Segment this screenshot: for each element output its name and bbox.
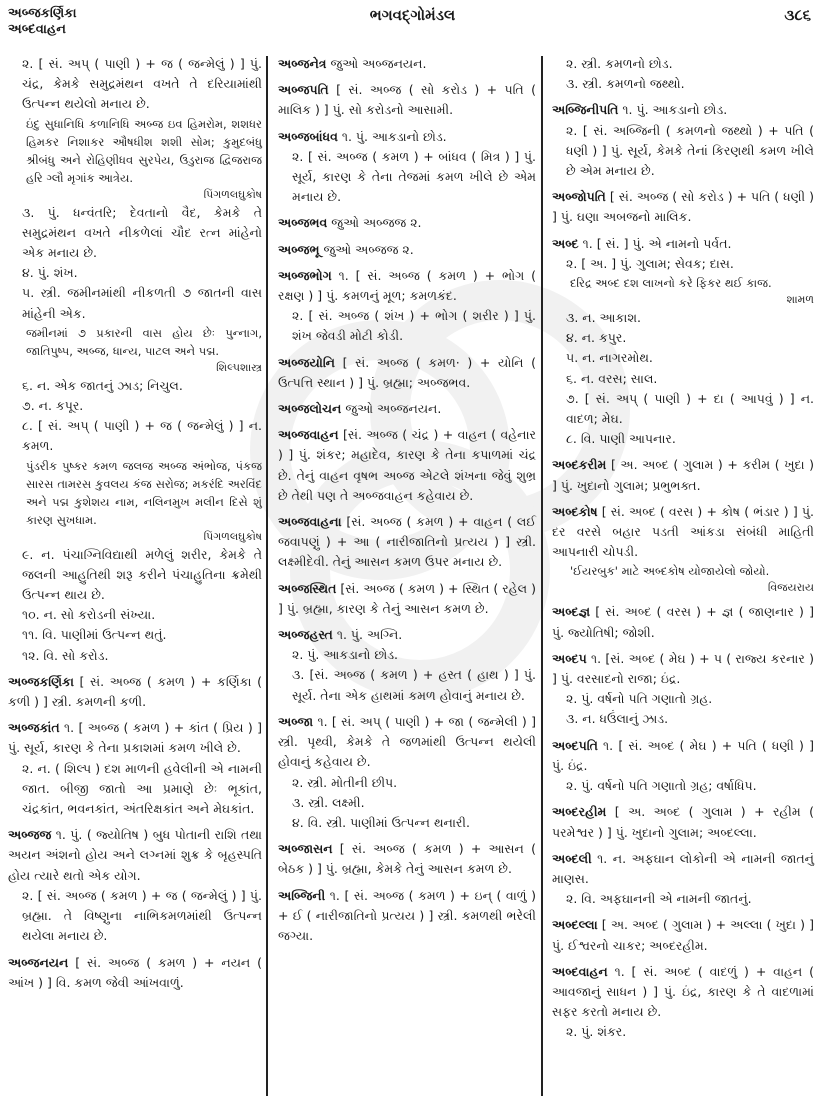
entry-sense: ૨. વિ. અફઘાનની એ નામની જાતનું.: [566, 891, 752, 907]
entry-headword: અબ્દકરીમ: [552, 457, 607, 473]
dictionary-entry: [278, 353, 536, 393]
entry-definition: [ સં. અબ્દ ( વરસ ) + જ્ઞ ( જાણનાર ) ] પું. જ્યોતિષી; જોશી.: [552, 604, 814, 640]
entry-sense: ૨. પું. આકડાનો છોડ.: [292, 647, 399, 663]
entry-sense: ૩. સ્ત્રી. કમળનો જથ્થો.: [566, 76, 685, 92]
entry-sense: ૫. સ્ત્રી. જમીનમાંથી નીકળતી ૭ જાતની વાસ માંહેની એક.: [22, 285, 262, 321]
entry-sense: ૨. [ અ. ] પું. ગુલામ; સેવક; દાસ.: [566, 255, 734, 271]
entry-sense: ૨. સ્ત્રી. કમળનો છોડ.: [566, 56, 673, 71]
entry-definition: [સં. અબ્જ ( કમળ ) + સ્થિત ( રહેલ ) ] પું. બ્રહ્મા, કારણ કે તેનું આસન કમળ છે.: [278, 580, 536, 616]
entry-sense: ૨. સ્ત્રી. મોતીની છીપ.: [292, 774, 398, 790]
entry-definition: [ સં. અબ્જ ( સો કરોડ ) + પતિ ( ધણી ) ] પું. ઘણા અબજનો માલિક.: [552, 189, 814, 225]
entry-headword: અબ્જિની: [278, 887, 326, 903]
entry-definition: ૧. ન. અફઘાન લોકોની એ નામની જાતનું માણસ.: [552, 850, 814, 886]
dictionary-entry: [8, 718, 262, 819]
entry-headword: અબ્જિનીપતિ: [552, 102, 619, 118]
column-divider: [541, 56, 543, 1096]
entry-headword: અબ્જયોનિ: [278, 354, 335, 370]
dictionary-entry: [552, 502, 814, 597]
entry-headword: અબ્જલોચન: [278, 401, 342, 417]
entry-headword: અબ્દકોષ: [552, 503, 598, 519]
entry-sense: ૨. પું. શંકર.: [566, 1024, 627, 1040]
entry-sense: ૬. ન. વરસ; સાલ.: [566, 370, 658, 386]
page-header: [0, 0, 825, 50]
entry-headword: અબ્જભૂ: [278, 241, 320, 257]
entry-definition: [ સં. અબ્દ ( વરસ ) + કોષ ( ભંડાર ) ] પું. દર વરસે બહાર પડતી આંકડા સંબંધી માહિતી આપનારી ચોપડી.: [552, 503, 814, 560]
entry-definition: જુઓ અબ્જજ ૨.: [323, 241, 414, 257]
entry-headword: અબ્દરહીમ: [552, 804, 607, 820]
entry-definition: [ અ. અબ્દ ( ગુલામ ) + કરીમ ( ખુદા ) ] પું. ખુદાનો ગુલામ; પ્રભુભક્ત.: [552, 457, 814, 493]
dictionary-entry: [552, 234, 814, 450]
dictionary-entry: [8, 54, 262, 666]
entry-definition: ૧. પું. અગ્નિ.: [336, 627, 403, 643]
page-number: ૩૮૬: [784, 6, 811, 24]
entry-headword: અબ્જવાહના: [278, 514, 342, 530]
dictionary-entry: [552, 962, 814, 1043]
entry-headword: અબ્જકાંત: [8, 720, 60, 736]
entry-sense: ૪. ન. કપુર.: [566, 330, 627, 346]
entry-sense: ૨. [ સં. અબ્જ ( કમળ ) + બાંધવ ( મિત્ર ) ] પું. સૂર્ય, કારણ કે તેના તેજમાં કમળ ખીલે છે એમ મનાય છે.: [292, 148, 536, 205]
entry-headword: અબ્જસ્થિત: [278, 580, 337, 596]
entry-definition: ૧. પું. ( જ્યોતિષ ) બુધ પોતાની રાશિ તથા અયન અંશનો હોય અને લગ્નમાં શુક્ર કે બૃહસ્પતિ હોય ત્યારે થતો એક યોગ.: [8, 827, 262, 883]
entry-sense: ૭. ન. કપૂર.: [22, 398, 84, 414]
entry-definition: [ સં. અબ્જ ( કમળ ) + કર્ણિકા ( કળી ) ] સ્ત્રી. કમળની કળી.: [8, 673, 262, 710]
entry-sense: ૧૦. ન. સો કરોડની સંખ્યા.: [22, 607, 156, 623]
running-title: ભગવદ્ગોમંડલ: [369, 6, 456, 24]
entry-definition: [સં. અબ્જ ( ચંદ્ર ) + વાહન ( વહેનાર ) ] પું. શંકર; મહાદેવ, કારણ કે તેના કપાળમાં ચંદ્ર છે. તેનું વાહન વૃષભ અબ્જ એટલે શંખના જેવું શુભ્ર છે તેથી પણ તે અબ્જવાહન કહેવાય છે.: [278, 427, 536, 503]
entry-sense: ૩. [સં. અબ્જ ( કમળ ) + હસ્ત ( હાથ ) ] પું. સૂર્ય. તેના એક હાથમાં કમળ હોવાનું મનાય છે.: [292, 667, 536, 703]
dictionary-entry: [278, 625, 536, 706]
entry-quotation: પુંડરીક પુષ્કર કમળ જલજ અબ્જ અંભોજ, પંકજ સારસ તામરસ કુવલય કંજ સરોજ; મકરંદિ અરવિંદ અને પદ્મ કુશેશય નામ, નલિનમુખ મલીન દિસે શું કારણ સુખધામ.: [26, 458, 262, 527]
entry-definition: જુઓ અબ્જનયન.: [345, 401, 442, 417]
entry-sense: ૨. [ સં. અબ્જ ( કમળ ) + જ ( જન્મેલું ) ] પું. બ્રહ્મા. તે વિષ્ણુના નાભિકમળમાંથી ઉત્પન્ન થયેલા મનાય છે.: [22, 887, 262, 944]
entry-quotation: 'ઈયરબુક' માટે અબ્દકોષ યોજાયેલો જોયો.: [570, 564, 770, 579]
entry-definition: ૧. [ સં. અબ્જ ( કમળ ) + ભોગ ( રક્ષણ ) ] પું. કમળનું મૂળ; કમળકંદ.: [278, 267, 536, 304]
column-1: [8, 54, 262, 999]
dictionary-entry: [278, 712, 536, 833]
entry-sense: ૧૧. વિ. પાણીમાં ઉત્પન્ન થતું.: [22, 627, 167, 643]
guide-word-first: અબ્જકર્ણિકા: [8, 6, 77, 21]
entry-sense: ૪. વિ. સ્ત્રી. પાણીમાં ઉત્પન્ન થનારી.: [292, 814, 470, 830]
entry-sense: ૬. ન. એક જાતનું ઝાડ; નિચુલ.: [22, 377, 183, 393]
entry-sense: ૨. પું. વર્ષનો પતિ ગણાતો ગ્રહ.: [566, 691, 713, 707]
entry-headword: અબ્દપ: [552, 650, 587, 666]
dictionary-entry: [278, 240, 536, 260]
entry-sense: ૩. ન. આકાશ.: [566, 310, 641, 326]
entry-definition: જુઓ અબ્જનયન.: [330, 56, 427, 71]
dictionary-entry: [552, 915, 814, 955]
entry-definition: ૧. [ અબ્જ ( કમળ ) + કાંત ( પ્રિય ) ] પું. સૂર્ય, કારણ કે તેના પ્રકાશમાં કમળ ખીલે છે.: [8, 720, 262, 756]
entry-sense: ૩. ન. ધઉંલાનું ઝાડ.: [566, 711, 669, 727]
entry-definition: ૧. પું. આકડાનો છોડ.: [622, 102, 728, 118]
entry-headword: અબ્દવાહન: [552, 963, 608, 979]
dictionary-entry: [552, 736, 814, 797]
entry-definition: ૧. પું. આકડાનો છોડ.: [341, 128, 447, 144]
entry-headword: અબ્જા: [278, 713, 314, 729]
entry-definition: [ અ. અબ્દ ( ગુલામ ) + અલ્લા ( ખુદા ) ] પું. ઈશ્વરનો ચાકર; અબ્દરહીમ.: [552, 917, 814, 953]
dictionary-entry: [552, 455, 814, 495]
guide-word-last: અબ્દવાહન: [8, 22, 66, 37]
dictionary-entry: [278, 886, 536, 947]
entry-sense: ૯. ન. પંચાગ્નિવિદ્યાથી મળેલું શરીર, કેમકે તે જલની આહુતિથી શરૂ કરીને પંચાહુતિના ક્રમેથી ઉત્પન્ન થાય છે.: [22, 546, 262, 603]
dictionary-entry: [278, 579, 536, 619]
entry-headword: અબ્જભોગ: [278, 267, 332, 283]
entry-sense: ૨. [ સં. અપ્ ( પાણી ) + જ ( જન્મેલું ) ] પું. ચંદ્ર, કેમકે સમુદ્રમંથન વખતે તે દરિયામાંથી ઉત્પન્ન થયેલો મનાય છે.: [22, 56, 262, 112]
dictionary-entry: [552, 100, 814, 181]
dictionary-entry: [552, 649, 814, 730]
column-2: [278, 54, 536, 952]
dictionary-entry: [278, 839, 536, 879]
entry-headword: અબ્જનયન: [8, 954, 69, 970]
quotation-source: વિજયરાય: [767, 581, 814, 595]
quotation-source: પિંગળલઘુકોષ: [203, 529, 262, 543]
entry-headword: અબ્દપતિ: [552, 737, 598, 753]
entry-sense: ૩. સ્ત્રી. લક્ષ્મી.: [292, 794, 365, 810]
entry-quotation: દરિદ્ર અબ્દ દશ લાખનો કરે ફિકર થઈ કાજ.: [570, 276, 772, 291]
entry-headword: અબ્જભવ: [278, 215, 328, 231]
entry-definition: ૧. [ સં. અબ્દ ( વાદળું ) + વાહન ( આવજાનું સાધન ) ] પું. ઇંદ્ર, કારણ કે તે વાદળામાં સફર કરતો મનાય છે.: [552, 963, 814, 1020]
dictionary-entry: [278, 512, 536, 573]
dictionary-entry: [278, 266, 536, 347]
dictionary-entry: [278, 80, 536, 120]
entry-sense: ૨. [ સં. અબ્જિની ( કમળનો જથ્થો ) + પતિ ( ધણી ) ] પું. સૂર્ય, કેમકે તેનાં કિરણથી કમળ ખીલે છે એમ મનાય છે.: [566, 122, 814, 179]
entry-sense: ૨. પું. વર્ષનો પતિ ગણાતો ગ્રહ; વર્ષાધિપ.: [566, 778, 757, 794]
dictionary-entry: [552, 187, 814, 227]
dictionary-entry: [8, 672, 262, 712]
entry-headword: અબ્જનેત્ર: [278, 56, 327, 71]
dictionary-entry: [278, 213, 536, 233]
entry-sense: ૫. ન. નાગરમોથ.: [566, 350, 653, 366]
entry-definition: [ સં. અબ્જ ( કમળ· ) + યોનિ ( ઉત્પત્તિ સ્થાન ) ] પું. બ્રહ્મા; અબ્જભવ.: [278, 354, 536, 390]
column-divider: [266, 56, 268, 1096]
entry-headword: અબ્દજ્ઞ: [552, 604, 591, 620]
entry-sense: ૧૨. વિ. સો કરોડ.: [22, 647, 109, 663]
entry-sense: ૪. પું. શંખ.: [22, 265, 78, 281]
entry-headword: અબ્જજ: [8, 827, 52, 843]
entry-headword: અબ્જહસ્ત: [278, 627, 333, 643]
entry-definition: ૧. [ સં. અબ્દ ( મેઘ ) + પતિ ( ધણી ) ] પું. ઇંદ્ર.: [552, 737, 814, 773]
entry-definition: [સં. અબ્જ ( કમળ ) + વાહન ( લઈ જવાપણું ) + આ ( નારીજાતિનો પ્રત્યય ) ] સ્ત્રી. લક્ષ્મીદેવી. તેનું આસન કમળ ઉપર મનાય છે.: [278, 514, 536, 570]
entry-definition: ૧. [સં. અબ્દ ( મેઘ ) + પ ( રાજ્ય કરનાર ) ] પું. વરસાદનો રાજા; ઇંદ્ર.: [552, 650, 814, 687]
entry-sense: ૮. [ સં. અપ્ ( પાણી ) + જ ( જન્મેલું ) ] ન. કમળ.: [22, 418, 262, 454]
entry-definition: ૧. [ સં. ] પું. એ નામનો પર્વત.: [582, 235, 732, 251]
entry-definition: ૧. [ સં. અપ્ ( પાણી ) + જા ( જન્મેલી ) ] સ્ત્રી. પૃથ્વી, કેમકે તે જળમાંથી ઉત્પન્ન થયેલી હોવાનું કહેવાય છે.: [278, 713, 536, 770]
dictionary-entry: [552, 849, 814, 910]
entry-sense: ૨. [ સં. અબ્જ ( શંખ ) + ભોગ ( શરીર ) ] પું. શંખ જેવડી મોટી કોડી.: [292, 308, 536, 344]
entry-definition: ૧. [ સં. અબ્જ ( કમળ ) + ઇન્ ( વાળું ) + ઈ ( નારીજાતિનો પ્રત્યય ) ] સ્ત્રી. કમળથી ભરેલી જગ્યા.: [278, 887, 536, 943]
entry-headword: અબ્દલી: [552, 850, 592, 866]
entry-headword: અબ્જવાહન: [278, 427, 339, 443]
entry-headword: અબ્જબાંધવ: [278, 128, 338, 144]
dictionary-entry: [278, 425, 536, 506]
entry-headword: અબ્દલ્લા: [552, 917, 598, 933]
dictionary-entry: [552, 802, 814, 842]
quotation-source: શિલ્પશાસ્ત્ર: [216, 360, 262, 374]
entry-quotation: જમીનમાં ૭ પ્રકારની વાસ હોય છેઃ પુન્નાગ, જાતિપુષ્પ, અબ્જ, ધાન્ય, પાટલ અને પદ્મ.: [26, 325, 262, 358]
entry-definition: [ સં. અબ્જ ( કમળ ) + આસન ( બેઠક ) ] પું. બ્રહ્મા, કેમકે તેનું આસન કમળ છે.: [278, 841, 536, 877]
entry-definition: [ સં. અબ્જ ( સો કરોડ ) + પતિ ( માલિક ) ] પું. સો કરોડનો આસામી.: [278, 82, 536, 118]
entry-sense: ૩. પું. ધન્વંતરિ; દેવતાનો વૈદ, કેમકે તે સમુદ્રમંથન વખતે નીકળેલાં ચૌદ રત્ન માંહેનો એક મનાય છે.: [22, 204, 262, 261]
entry-sense: ૨. ન. ( શિલ્પ ) દશ માળની હવેલીની એ નામની જાત. બીજી જાતો આ પ્રમાણે છેઃ ભૂકાંત, ચંદ્રકાંત, ભવનકાંત, અંતરિક્ષકાંત અને મેઘકાંત.: [22, 760, 262, 817]
entry-definition: [ અ. અબ્દ ( ગુલામ ) + રહીમ ( પરમેશ્વર ) ] પું. ખુદાનો ગુલામ; અબ્દલ્લા.: [552, 804, 814, 840]
dictionary-entry: [552, 602, 814, 642]
column-3: [552, 54, 814, 1049]
entry-headword: અબ્જાસન: [278, 841, 333, 857]
dictionary-entry: [552, 54, 814, 94]
dictionary-entry: [278, 127, 536, 208]
entry-definition: [ સં. અબ્જ ( કમળ ) + નયન ( આંખ ) ] વિ. કમળ જેવી આંખવાળું.: [8, 954, 262, 990]
quotation-source: શામળ: [786, 293, 814, 307]
entry-quotation: ઇંદુ સુધાનિધિ કળાનિધિ અબ્જ ઇવ હિમરોમ, શશધર હિમકર નિશાકર ઔષધીશ શશી સોમ; કુમુદબંધુ શ્રીબંધુ અને રોહિણીધવ સુરપેય, ઉડુરાજ દ્વિજરાજ હરિ ગ્લૌ મૃગાંક આત્રેય.: [26, 116, 262, 185]
dictionary-entry: [8, 825, 262, 946]
dictionary-entry: [8, 953, 262, 993]
quotation-source: પિંગળલઘુકોષ: [203, 187, 262, 201]
entry-headword: અબ્જકર્ણિકા: [8, 673, 74, 689]
entry-sense: ૮. વિ. પાણી આપનાર.: [566, 431, 676, 447]
entry-headword: અબ્જપતિ: [278, 82, 329, 98]
entry-sense: ૭. [ સં. અપ્ ( પાણી ) + દા ( આપવું ) ] ન. વાદળ; મેઘ.: [566, 390, 814, 427]
dictionary-entry: [278, 399, 536, 419]
entry-headword: અબ્જોપતિ: [552, 189, 606, 205]
dictionary-entry: [278, 54, 536, 74]
entry-definition: જુઓ અબ્જજ ૨.: [331, 215, 422, 231]
entry-headword: અબ્દ: [552, 235, 579, 251]
